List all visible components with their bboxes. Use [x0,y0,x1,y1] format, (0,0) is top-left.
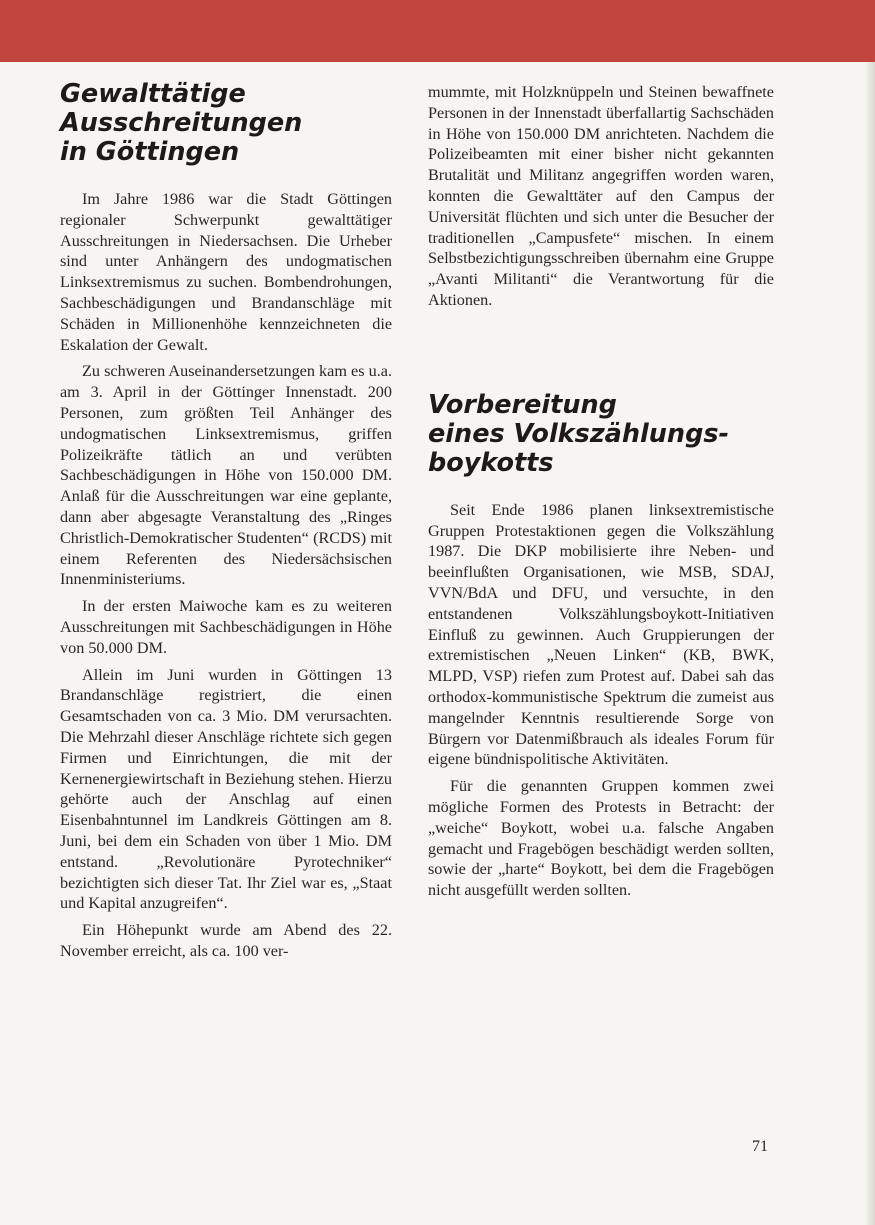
paragraph: Ein Höhepunkt wurde am Abend des 22. November erreicht, als ca. 100 ver- [60,921,392,960]
paragraph: Zu schweren Auseinandersetzungen kam es u.a. am 3. April in der Göttinger Innenstadt. 200 Personen, zum größten Teil Anhänger des undogmatischen Linksextremismus, griffen Polizeikräfte tätlich an und verübten Sachbeschädigungen in Höhe von 150.000 DM. Anlaß für die Ausschreitungen war eine geplante, dann aber abgesagte Veranstaltung des „Ringes Christlich-Demokratischer Studenten“ (RCDS) mit einem Referenten des Niedersächsischen Innenministeriums. [60,362,392,589]
heading-line: in Göttingen [60,137,240,167]
paragraph-continuation: mummte, mit Holzknüppeln und Steinen bewaffnete Personen in der Innenstadt überfallartig Sachschäden in Höhe von 150.000 DM anrichteten. Nachdem die Polizeibeamten mit einer bisher nicht gekannten Brutalität und Militanz angegriffen worden waren, konnten die Gewalttäter auf den Campus der Universität flüchten und sich unter die Besucher der traditionellen „Campusfete“ mischen. In einem Selbstbezichtigungsschreiben übernahm eine Gruppe „Avanti Militanti“ die Verantwortung für die Aktionen. [428,83,774,309]
heading-line: Gewalttätige [60,79,246,109]
header-color-band [0,0,875,62]
page-edge-shadow [865,62,875,1225]
section-heading-goettingen [60,80,392,167]
paragraph: In der ersten Maiwoche kam es zu weiteren Ausschreitungen mit Sachbeschädigungen in Höhe von 50.000 DM. [60,597,392,657]
heading-line: boykotts [428,447,554,478]
page-number: 71 [752,1138,768,1155]
paragraph: Für die genannten Gruppen kommen zwei mögliche Formen des Protests in Betracht: der „weiche“ Boykott, wobei u.a. falsche Angaben gemacht und Fragebögen beschädigt werden sollten, sowie der „harte“ Boykott, bei dem die Fragebögen nicht ausgefüllt werden sollten. [428,777,774,900]
paragraph: Allein im Juni wurden in Göttingen 13 Brandanschläge registriert, die einen Gesamtschaden von ca. 3 Mio. DM verursachten. Die Mehrzahl dieser Anschläge richtete sich gegen Firmen und Einrichtungen, die mit der Kernenergiewirtschaft in Beziehung stehen. Hierzu gehörte auch der Anschlag auf einen Eisenbahntunnel im Landkreis Göttingen am 8. Juni, bei dem ein Schaden von über 1 Mio. DM entstand. „Revolutionäre Pyrotechniker“ bezichtigten sich dieser Tat. Ihr Ziel war es, „Staat und Kapital anzugreifen“. [60,665,392,913]
heading-line: Vorbereitung [428,389,617,420]
left-column [60,80,392,968]
heading-line: Ausschreitungen [60,108,303,138]
paragraph: Seit Ende 1986 planen linksextremistische Gruppen Protestaktionen gegen die Volkszählung 1987. Die DKP mobilisierte ihre Neben- und beeinflußten Organisationen, wie MSB, SDAJ, VVN/BdA und DFU, und versuchte, in den entstandenen Volkszählungsboykott-Initiativen Einfluß zu gewinnen. Auch Gruppierungen der extremistischen „Neuen Linken“ (KB, BWK, MLPD, VSP) riefen zum Protest auf. Dabei sah das orthodox-kommunistische Spektrum die zumeist aus mangelnder Kenntnis resultierende Sorge von Bürgern vor Datenmißbrauch als ideales Forum für eigene bündnispolitische Aktivitäten. [428,500,774,769]
paragraph: Im Jahre 1986 war die Stadt Göttingen regionaler Schwerpunkt gewalttätiger Ausschreitungen in Niedersachsen. Die Urheber sind unter Anhängern des undogmatischen Linksextremismus zu suchen. Bombendrohungen, Sachbeschädigungen und Brandanschläge mit Schäden in Millionenhöhe kennzeichneten die Eskalation der Gewalt. [60,190,392,354]
section-heading-volkszaehlung [428,391,774,478]
heading-line: eines Volkszählungs- [428,418,730,449]
right-column [428,82,774,907]
